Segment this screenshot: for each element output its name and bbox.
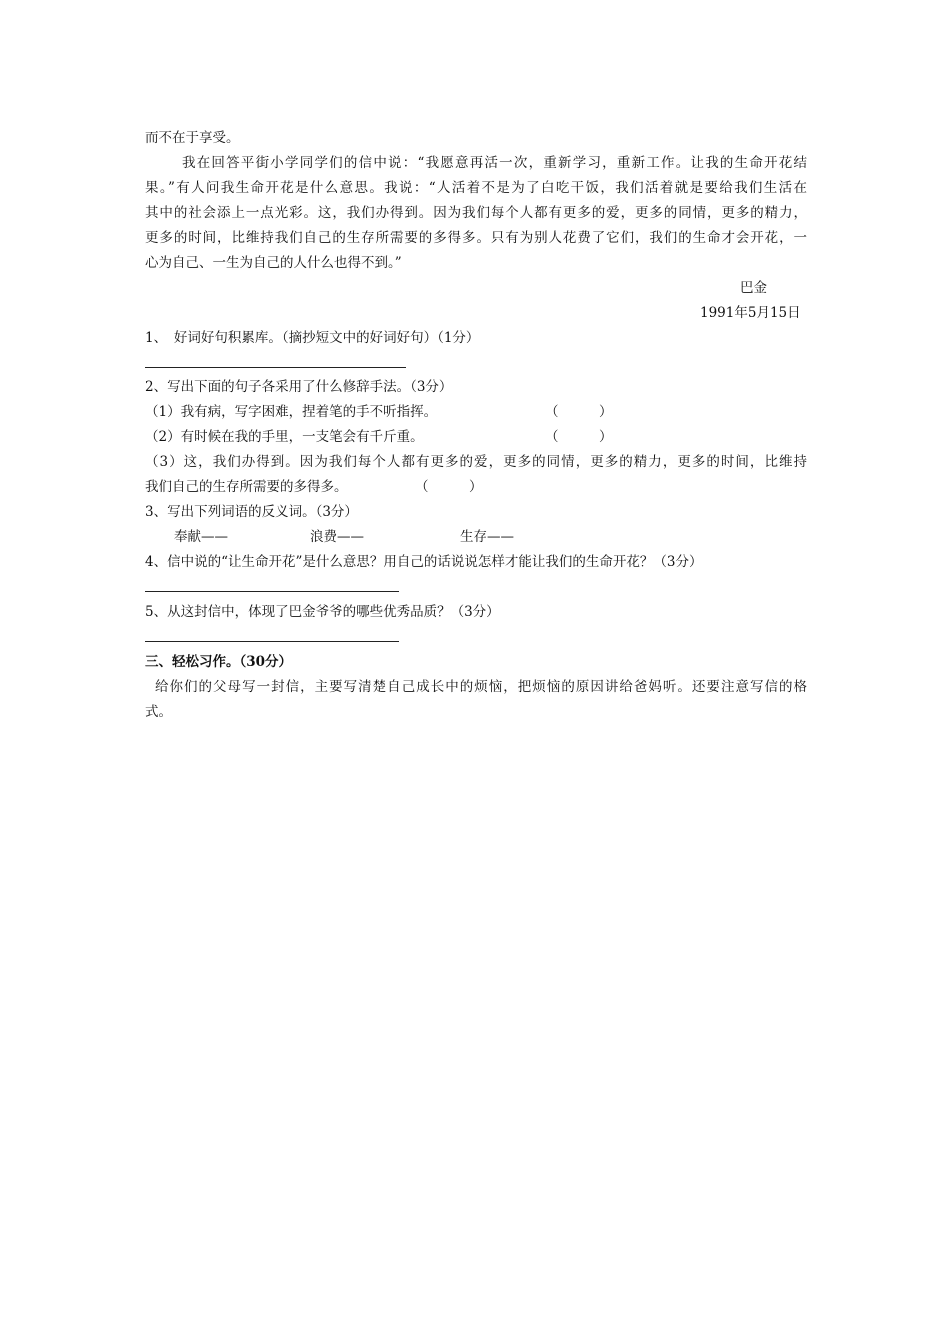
- question-2: 2、写出下面的句子各采用了什么修辞手法。（3分）: [145, 379, 453, 395]
- answer-line-q4[interactable]: [145, 591, 399, 592]
- letter-line: 而不在于享受。: [145, 130, 240, 146]
- answer-line-q1[interactable]: [145, 367, 406, 368]
- letter-line: 心为自己、一生为自己的人什么也得不到。”: [145, 255, 402, 271]
- q2-item-1-blank[interactable]: （ ）: [545, 404, 613, 420]
- letter-date: 1991年5月15日: [700, 305, 801, 321]
- q2-item-3-cont: 我们自己的生存所需要的多得多。: [145, 479, 348, 495]
- question-1: 1、 好词好句积累库。（摘抄短文中的好词好句）（1分）: [145, 330, 480, 346]
- question-3: 3、写出下列词语的反义词。（3分）: [145, 504, 358, 520]
- antonym-word[interactable]: 奉献——: [174, 529, 228, 545]
- letter-line: 其中的社会添上一点光彩。这，我们办得到。因为我们每个人都有更多的爱，更多的同情，更多的精力，: [145, 205, 807, 221]
- section-3-prompt-cont: 式。: [145, 704, 172, 720]
- antonym-word[interactable]: 生存——: [460, 529, 514, 545]
- q2-item-2: （2）有时候在我的手里，一支笔会有千斤重。: [145, 429, 424, 445]
- q2-item-3: （3）这，我们办得到。因为我们每个人都有更多的爱，更多的同情，更多的精力，更多的时间，比维持: [145, 454, 807, 470]
- q2-item-1: （1）我有病，写字困难，捏着笔的手不听指挥。: [145, 404, 438, 420]
- answer-line-q5[interactable]: [145, 641, 399, 642]
- section-3-heading: 三、轻松习作。（30分）: [145, 654, 293, 670]
- letter-line: 我在回答平街小学同学们的信中说：“我愿意再活一次，重新学习，重新工作。让我的生命开花结: [182, 155, 807, 171]
- q2-item-3-blank[interactable]: （ ）: [415, 479, 483, 495]
- letter-line: 更多的时间，比维持我们自己的生存所需要的多得多。只有为别人花费了它们，我们的生命才会开花，一: [145, 230, 807, 246]
- section-3-prompt: 给你们的父母写一封信，主要写清楚自己成长中的烦恼，把烦恼的原因讲给爸妈听。还要注意写信的格: [155, 679, 807, 695]
- letter-line: 果。”有人问我生命开花是什么意思。我说：“人活着不是为了白吃干饭，我们活着就是要给我们生活在: [145, 180, 807, 196]
- q2-item-2-blank[interactable]: （ ）: [545, 429, 613, 445]
- question-4: 4、信中说的“让生命开花”是什么意思？用自己的话说说怎样才能让我们的生命开花？（3分）: [145, 554, 703, 570]
- question-5: 5、从这封信中，体现了巴金爷爷的哪些优秀品质？（3分）: [145, 604, 500, 620]
- antonym-word[interactable]: 浪费——: [310, 529, 364, 545]
- letter-signature: 巴金: [740, 280, 767, 296]
